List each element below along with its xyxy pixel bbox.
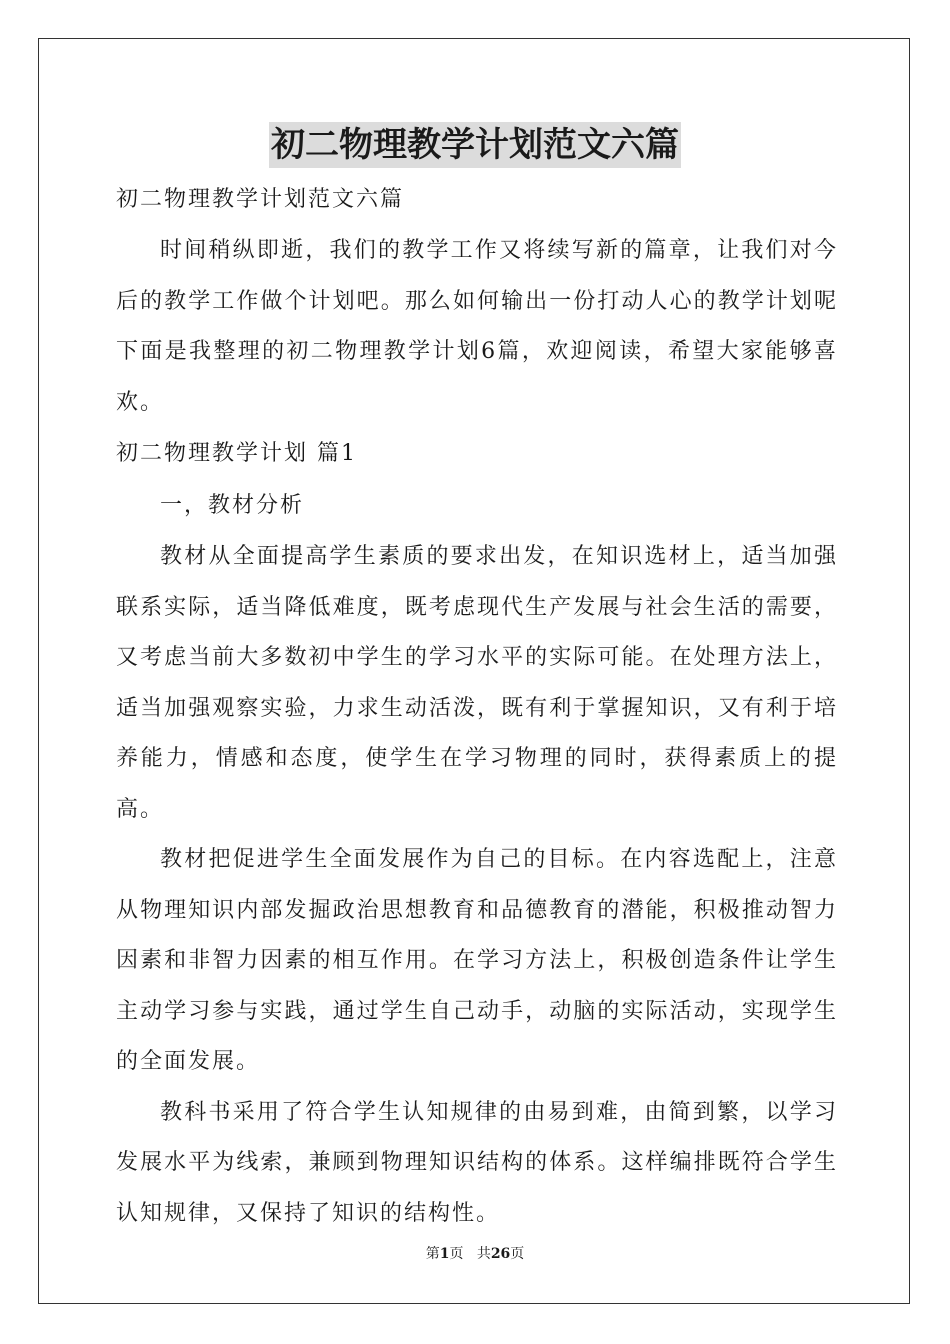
body-paragraph-3: 教科书采用了符合学生认知规律的由易到难，由简到繁，以学习发展水平为线索，兼顾到物理知识结构的体系。这样编排既符合学生认知规律，又保持了知识的结构性。 — [116, 1099, 838, 1226]
page-footer — [0, 1244, 950, 1264]
body-paragraph-1: 教材从全面提高学生素质的要求出发，在知识选材上，适当加强联系实际，适当降低难度，既考虑现代生产发展与社会生活的需要，又考虑当前大多数初中学生的学习水平的实际可能。在处理方法上，适当加强观察实验，力求生动活泼，既有利于掌握知识，又有利于培养能力，情感和态度，使学生在学习物理的同时，获得素质上的提高。 — [116, 544, 838, 822]
total-page-count: 26 — [490, 1246, 511, 1262]
body-paragraph-2: 教材把促进学生全面发展作为自己的目标。在内容选配上，注意从物理知识内部发掘政治思想教育和品德教育的潜能，积极推动智力因素和非智力因素的相互作用。在学习方法上，积极创造条件让学生主动学习参与实践，通过学生自己动手，动脑的实际活动，实现学生的全面发展。 — [116, 847, 838, 1074]
document-title: 初二物理教学计划范文六篇 — [269, 122, 681, 168]
document-subtitle: 初二物理教学计划范文六篇 — [116, 187, 405, 212]
page-prefix: 第 — [425, 1246, 440, 1262]
subsection-heading: 一，教材分析 — [160, 493, 305, 518]
total-prefix: 共 — [476, 1246, 491, 1262]
current-page-number: 1 — [439, 1246, 450, 1262]
title-area — [0, 122, 950, 168]
document-body — [116, 176, 838, 1239]
total-suffix: 页 — [510, 1246, 525, 1262]
page-suffix: 页 — [449, 1246, 464, 1262]
intro-paragraph: 时间稍纵即逝，我们的教学工作又将续写新的篇章，让我们对今后的教学工作做个计划吧。那么如何输出一份打动人心的教学计划呢下面是我整理的初二物理教学计划6篇，欢迎阅读，希望大家能够喜欢。 — [116, 238, 838, 415]
section-heading: 初二物理教学计划 篇1 — [116, 441, 357, 466]
